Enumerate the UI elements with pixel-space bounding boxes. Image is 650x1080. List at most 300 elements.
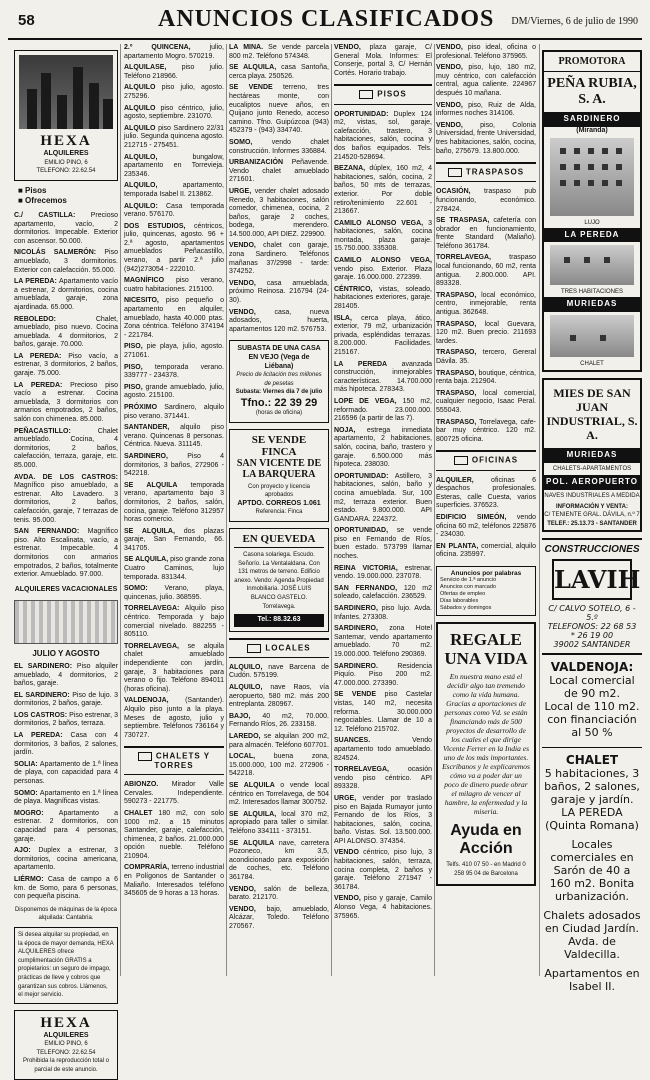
ad-headline: TRASPASO, — [436, 291, 482, 299]
classified-ad — [14, 761, 118, 787]
classified-ad — [229, 44, 329, 61]
hexa-subtitle: ALQUILERES — [43, 1031, 89, 1039]
classified-ad — [124, 404, 224, 421]
ad-body: Piso alquiler amueblado, 4 dormitorios, 2 baños, garaje. — [14, 662, 118, 688]
classified-ad — [229, 684, 329, 710]
finca-reference: Referencia: Finca — [255, 509, 303, 516]
ad-headline: VENDO, — [334, 44, 370, 51]
ad-headline: EL SARDINERO: — [14, 662, 77, 670]
ad-body: Alquilo piso céntrico. Temporada y bajo comercial nivelado. 882255 - 805110. — [124, 605, 224, 639]
ad-body: temporada verano, apartamento bajo 3 dormitorios, 2 baños, salón, cocina, garaje. Teléfono 312957 horas comercio. — [124, 481, 224, 524]
beach-illustration — [14, 600, 118, 644]
regale-phones: Telfs. 410 07 50 - en Madrid 0 258 95 04 de Barcelona — [446, 861, 526, 877]
hexa-address: EMILIO PINO, 6 — [44, 159, 88, 166]
classified-ad — [124, 64, 224, 81]
ad-headline: SARDINERO, — [334, 605, 382, 613]
ad-headline: URBANIZACIÓN — [229, 159, 292, 167]
classified-ad — [229, 811, 329, 837]
ayuda-en-accion-logo: Ayuda en Acción — [450, 821, 522, 857]
classified-ad — [124, 528, 224, 554]
ad-body: vendo oficina 60 m2, teléfonos 225876 - 234030. — [436, 513, 536, 539]
ad-headline: ABIONZO. — [124, 781, 172, 789]
classified-ad — [334, 111, 432, 163]
classified-ad — [124, 424, 224, 450]
promo-label: LUJO — [584, 220, 600, 227]
ad-body: piso verano, cuatro habitaciones. 215100. — [124, 277, 225, 293]
ad-body: Duplex a estrenar, 3 dormitorios, cocina americana, apartamento. — [14, 847, 118, 872]
ad-body: piso lujo. Avda. Infantes. 273308. — [334, 605, 432, 621]
ad-headline: SARDINERO, — [334, 625, 390, 633]
ad-body: Casa temporada verano. 576170. — [124, 202, 224, 219]
promo-sub: (Miranda) — [576, 126, 608, 134]
ad-headline: SE TRASPASA, — [436, 217, 494, 225]
ad-headline: SAN FERNANDO: — [14, 528, 88, 536]
ad-body: Peñavende. Vendo chalet amueblado 271601. — [229, 159, 329, 184]
ad-headline: VENDO, — [436, 101, 469, 109]
ad-headline: VENDO, — [229, 308, 275, 316]
classified-ad — [334, 795, 432, 847]
promo-company: PEÑA RUBIA, S. A. — [547, 76, 637, 107]
ad-headline: VENDO — [334, 849, 364, 857]
classified-ad — [124, 44, 224, 61]
ad-headline: VENDO, — [334, 895, 364, 903]
classified-ad — [334, 427, 432, 470]
classified-ad — [124, 343, 224, 360]
column-divider — [226, 44, 227, 976]
classified-ad — [124, 125, 224, 151]
classified-ad — [334, 315, 432, 358]
ad-headline: CAMILO ALONSO VEGA, — [334, 257, 432, 265]
ad-list — [14, 212, 118, 580]
ad-headline: SE ALQUILA — [229, 839, 279, 847]
classified-ad — [14, 353, 118, 379]
classified-ad — [334, 625, 432, 659]
classified-ad — [436, 390, 536, 416]
classified-ad — [124, 643, 224, 695]
chalet-title: CHALET — [565, 753, 619, 768]
classified-ad — [124, 810, 224, 862]
ad-headline: ISLA, — [334, 314, 362, 322]
classified-ad — [436, 217, 536, 251]
ad-headline: EL SARDINERO: — [14, 691, 73, 699]
hexa-address: EMILIO PINO, 6 — [44, 1041, 88, 1048]
ad-body: casa Santoña, cerca playa. 250526. — [229, 64, 329, 80]
subasta-ad — [229, 340, 329, 422]
mies-san-juan-ad — [542, 378, 642, 532]
lavih-heading: CONSTRUCCIONES — [544, 544, 640, 556]
ad-headline: ALQUILO, — [124, 153, 193, 161]
hexa-logo: HEXA — [40, 133, 92, 149]
subasta-hours: (horas de oficina) — [255, 409, 303, 416]
valdenoja-line: Local comercial de 90 m2. — [549, 674, 635, 701]
classified-ad — [14, 212, 118, 246]
ad-headline: ALQUILER, — [436, 476, 492, 484]
ad-body: Piso de lujo. 3 dormitorios, 2 baños, garaje. — [14, 691, 118, 708]
lavih-ad — [542, 538, 642, 655]
classified-ad — [14, 528, 118, 580]
classified-ad — [334, 585, 432, 602]
bullet-pisos: ■ Pisos — [18, 185, 47, 195]
ad-headline: VENDO, — [436, 121, 481, 129]
ad-body: nave Raos, vía aeropuerto, 580 m2. más 200 entreplanta. 280967. — [229, 684, 329, 709]
lavih-city: 39002 SANTANDER — [553, 640, 631, 650]
ad-headline: ALQUILASE, — [124, 64, 182, 72]
ad-headline: TRASPASO, — [436, 369, 479, 377]
ad-body: piso ideal, oficina o profesional. Teléfono 375965. — [436, 44, 536, 60]
ad-headline: TORRELAVEGA, — [436, 254, 510, 262]
page-header — [8, 0, 642, 40]
subasta-title: SUBASTA DE UNA CASA EN VEJO (Vega de Liébana) — [237, 345, 321, 370]
ad-body: piso Castelar vistas, 140 m2, necesita reforma. 30.000.000 negociables. Llamar de 10 a 12. Teléfono 215702. — [334, 691, 432, 733]
promo-band: MURIEDAS — [544, 297, 640, 312]
regale-una-vida-ad — [436, 622, 536, 886]
ad-body: (Santander). Alquilo piso junto a la playa. Meses de agosto, julio y septiembre. Teléfonos 736164 y 730727. — [124, 697, 224, 739]
promo-label: CHALET — [580, 360, 604, 367]
section-title: OFICINAS — [471, 455, 519, 465]
rates-row: Días laborables — [440, 597, 479, 604]
ad-headline: TRASPASO, — [436, 389, 484, 397]
office-icon — [454, 456, 468, 465]
section-locales — [229, 638, 329, 658]
ad-body: piso céntrico, julio, agosto, septiembre. 231070. — [124, 104, 224, 121]
ad-body: piso, Ruiz de Alda, informes noches 314106. — [436, 101, 536, 118]
ad-headline: ALQUILO — [124, 104, 161, 112]
classified-ad — [14, 810, 118, 844]
mies-band: MURIEDAS — [544, 448, 640, 463]
ad-body: traspaso local funcionando, 60 m2, renta antigua. 2.800.000. API. 893328. — [436, 254, 536, 288]
classified-ad — [229, 886, 329, 903]
ad-headline: TORRELAVEGA, — [124, 642, 188, 650]
classified-ad — [229, 84, 329, 136]
hexa-phone: TELEFONO: 22.62.54 — [36, 168, 96, 175]
ad-headline: MAGNÍFICO — [124, 277, 176, 285]
rates-row: Servicio de 1.ª anuncio — [440, 576, 497, 583]
ad-headline: VENDO, — [229, 242, 264, 250]
ad-headline: PISO, — [124, 383, 146, 391]
ad-headline: LA MINA. — [229, 44, 269, 51]
ad-headline: TRASPASO, — [436, 320, 485, 328]
ad-body: Mirador Valle Cervales. Independiente. 590273 - 221775. — [124, 781, 225, 806]
column-3 — [229, 44, 329, 980]
section-title: PISOS — [377, 89, 407, 99]
ad-body: avanzada construcción, inmejorables características. 14.700.000 más hipoteca. 278343. — [334, 360, 432, 394]
ad-body: local comercial, cualquier negocio, Isaac Peral. 555043. — [436, 389, 536, 414]
hexa-ad-top — [14, 50, 118, 181]
mies-address: C/ TENIENTE GRAL. DÁVILA, n.º 7 — [544, 512, 640, 519]
ad-headline: ALQUILO — [124, 84, 162, 92]
classified-ad — [124, 297, 224, 340]
finca-place: SAN VICENTE DE LA BARQUERA — [236, 457, 322, 480]
ad-headline: SANTANDER, — [124, 424, 181, 432]
ad-body: pie playa, julio, agosto. 271061. — [124, 343, 224, 359]
classified-ad — [124, 864, 224, 898]
ad-body: se alquila chalet amueblado independiente con jardín, garaje, 3 habitaciones para verano o fijo. Teléfono 894011 (horas oficina). — [124, 642, 224, 693]
ad-list — [334, 44, 432, 78]
ad-headline: SE ALQUILA, — [124, 556, 171, 564]
rates-table — [436, 566, 536, 616]
ad-headline: LA PEREDA: — [14, 381, 71, 389]
classified-ad — [14, 692, 118, 709]
ad-headline: SE ALQUILA, — [229, 64, 282, 72]
ad-headline: CÉNTRICO, — [334, 285, 380, 293]
column-1 — [14, 44, 119, 1074]
ad-headline: OPORTUNIDAD: — [334, 110, 394, 118]
ad-body: vender por traslado piso en Bajada Rumayor junto Fernando de los Ríos, 3 habitaciones, salón, cocina, baño. Vistas. Sol. 13.500.000. API ALONSO. 374354. — [334, 794, 432, 845]
classified-ad — [334, 473, 432, 525]
section-title: CHALETS Y TORRES — [154, 751, 211, 770]
classified-ad — [14, 847, 118, 873]
ad-headline: SARDINERO, — [124, 452, 188, 460]
ad-headline: LOPE DE VEGA, — [334, 397, 403, 405]
ad-headline: EN PLANTA, — [436, 542, 482, 550]
mies-band: POL. AEROPUERTO — [544, 475, 640, 490]
classified-ad — [334, 398, 432, 424]
ad-body: Vendo apartamento todo amueblado. 824524. — [334, 737, 432, 762]
ad-headline: BAJO, — [229, 712, 263, 720]
ad-headline: LA PEREDA: — [14, 278, 59, 286]
ad-headline: SE VENDE — [334, 691, 385, 699]
classified-ad — [229, 733, 329, 750]
section-oficinas — [436, 450, 536, 470]
classified-ad — [334, 605, 432, 622]
ad-headline: ALQUILO, — [229, 684, 271, 692]
column-2 — [124, 44, 224, 980]
ad-body: alquilo piso verano. Quincenas 8 personas. Céntrica. Nueva. 311145. — [124, 424, 224, 449]
ad-body: comercial, alquilo oficina. 235997. — [436, 542, 536, 559]
classified-ad — [229, 242, 329, 276]
ad-headline: VALDENOJA, — [124, 697, 186, 705]
classified-ad — [229, 309, 329, 335]
ad-headline: LA PEREDA: — [14, 732, 71, 740]
classified-ad — [436, 292, 536, 318]
ad-body: dúplex, 160 m2, 4 habitaciones, salón, cocina, 2 baños, 50 mts de terrazas, exterior. Por doble retiro/tenimiento 22.601 - 213667. — [334, 165, 432, 216]
ad-headline: TRASPASO, — [436, 349, 483, 357]
column-divider — [539, 44, 540, 976]
ad-body: piso Sardinero 22/31 julio. Segunda quincena agosto. 212715 - 275451. — [124, 124, 224, 149]
pena-rubia-ad — [542, 50, 642, 372]
classified-ad — [436, 419, 536, 445]
ad-headline: CAMILO ALONSO VEGA, — [334, 219, 429, 227]
classified-ad — [124, 364, 224, 381]
house-icon — [138, 752, 152, 761]
lavih-phone-2: * 26 19 00 — [570, 631, 614, 641]
ad-headline: TORRELAVEGA, — [334, 766, 408, 774]
classified-ad — [436, 188, 536, 214]
ad-body: casa amueblada, próximo Reinosa. 216794 (24-30). — [229, 279, 329, 305]
hexa-logo: HEXA — [40, 1014, 92, 1031]
section-traspasos — [436, 162, 536, 182]
column-5 — [436, 44, 536, 980]
city-skyline-image — [19, 55, 113, 129]
classified-ad — [229, 664, 329, 681]
classified-ad — [14, 316, 118, 350]
ad-headline: MOGRO: — [14, 809, 59, 817]
ad-body: cerca playa, ático, exterior, 79 m2, urbanización privada, espléndidas terrazas. 8.200.000. Facilidades. 215167. — [334, 314, 433, 357]
finca-license: Con proyecto y licencia aprobados — [247, 483, 311, 499]
ad-headline: LAREDO, — [229, 733, 264, 741]
classified-ad — [229, 782, 329, 808]
ad-body: Piso estrenar, 3 dormitorios, 2 baños, terraza. — [14, 711, 118, 728]
ad-headline: LA PEREDA — [334, 360, 402, 368]
ad-headline: CHALET — [124, 809, 159, 817]
ad-body: nave, carretera Pozoneco, km 3,5, acondicionado para exposición de coches, etc. Teléfono 361784. — [229, 839, 329, 881]
ad-body: vistas, soleado, habitaciones exteriores, garaje. 281405. — [334, 285, 432, 311]
ad-body: Precioso apartamento, vacío, 2 dormitorios. Impecable. Exterior con ascensor. 50.000. — [14, 211, 118, 245]
classified-ad — [229, 139, 329, 156]
column-divider — [120, 44, 121, 976]
queveda-ad — [229, 528, 329, 632]
classified-ad — [436, 122, 536, 156]
classified-ad — [436, 102, 536, 119]
ad-body: 40 m2, 70.000. Fernando Ríos, 26. 233158. — [229, 712, 329, 729]
ad-body: Piso vacío, a estrenar, 3 dormitorios, 2 baños, garaje. 75.000. — [14, 352, 119, 378]
ad-body: vendo chalet construcción. Informes 336884. — [229, 138, 330, 155]
ad-headline: ALQUILO — [124, 124, 159, 132]
ad-body: Apartamento de 1.ª línea de playa, con capacidad para 4 personas. — [14, 760, 118, 786]
ad-headline: AVDA. DE LOS CASTROS: — [14, 473, 118, 481]
lavih-address: C/ CALVO SOTELO, 6 - 5.º — [548, 604, 636, 623]
ad-list — [124, 781, 224, 899]
classified-ad — [334, 220, 432, 254]
classified-ad — [14, 663, 118, 689]
classified-ad — [229, 159, 329, 185]
classified-ad — [229, 188, 329, 240]
rates-row: Ofertas de empleo — [440, 590, 486, 597]
ad-body: 180 m2, con solo 1000 m2. a 15 minutos Santander, garaje, calefacción, chimenea, 2 baños. 21.000.000 opción nueble. Teléfono 210904. — [124, 809, 224, 860]
ad-body: o vende local céntrico en Torrelavega, de 504 m2. Interesados llamar 300752. — [229, 782, 329, 807]
ad-body: local Guevara, 120 m2. Buen precio. 211693 tardes. — [436, 320, 536, 345]
hexa-note: Prohibida la reproducción total o parcial de este anuncio. — [22, 1058, 110, 1074]
classified-ad — [334, 165, 432, 217]
classified-ad — [436, 514, 536, 540]
classified-ad — [14, 474, 118, 526]
ad-headline: C./ CASTILLA: — [14, 211, 91, 219]
ad-body: Residencia Piquío. Piso 200 m2. 47.000.000. 273390. — [334, 662, 432, 687]
ad-body: se alquilan 200 m2, para almacén. Teléfono 607701. — [229, 733, 329, 749]
classified-ad — [334, 737, 432, 763]
ad-list — [124, 44, 224, 740]
ad-body: piso grande zona Cuatro Caminos, lujo temporada. 831344. — [124, 556, 224, 581]
classified-ad — [124, 182, 224, 199]
ad-body: piso pequeño o apartamento en alquiler, amueblado, hasta 40.000 ptas. Zona céntrica. Teléfono 374194 - 221784. — [124, 297, 224, 339]
subasta-date: Subasta: Viernes día 7 de julio — [235, 389, 323, 396]
ad-headline: ALQUILO: — [124, 202, 166, 210]
page-date: DM/Viernes, 6 de julio de 1990 — [511, 16, 638, 27]
finca-title: SE VENDE FINCA — [251, 433, 307, 458]
ad-body: piso julio, agosto. 275296. — [124, 84, 224, 100]
ad-body: Casa con 4 dormitorios, 3 baños, 2 salones, jardín. — [14, 732, 118, 757]
classified-ad — [14, 428, 118, 471]
ad-body: piso y garaje, Camilo Alonso Vega, 4 habitaciones. 375965. — [334, 895, 432, 920]
chalet-line: Chalets adosados en Ciudad Jardín. Avda. de Valdecilla. — [543, 909, 641, 962]
ad-body: 120 m2 soleado, calefacción. 236529. — [334, 584, 432, 601]
ad-body: zona Hotel Santemar, vendo apartamento amueblado. 70 m2. 19.000.000. Teléfono 290369. — [334, 625, 432, 659]
ad-body: Apartamento a estrenar. 2 dormitorios, con capacidad para 4 personas, garaje. — [14, 809, 119, 843]
column-divider — [434, 44, 435, 976]
queveda-phone: Tel.: 88.32.63 — [234, 614, 324, 627]
ad-body: 3 habitaciones, salón, cocina montada, plaza garaje. 15.750.000. 335308. — [334, 219, 432, 253]
ad-headline: SE ALQUILA — [124, 481, 191, 489]
ad-body: céntrico, piso lujo, 3 habitaciones, salón, terraza, cocina completa, 2 baños y garaje. Teléfono 271947 - 361784. — [334, 849, 432, 891]
classified-ad — [436, 321, 536, 347]
ad-headline: PISO, — [124, 363, 155, 371]
classified-ad — [229, 64, 329, 81]
classified-ad — [14, 382, 118, 425]
section-chalets — [124, 746, 224, 775]
regale-title: REGALE UNA VIDA — [444, 629, 528, 668]
ad-body: grande amueblado, julio, agosto. 215100. — [124, 383, 224, 400]
classified-ad — [124, 605, 224, 639]
classified-ad — [124, 585, 224, 602]
classified-ad — [436, 370, 536, 387]
ad-headline: SE ALQUILA, — [124, 527, 184, 535]
ad-body: Casa de campo a 6 km. de Somo, para 6 personas, con pequeña piscina. — [14, 875, 118, 901]
ad-body: julio, apartamento Mogro. 570219. — [124, 44, 224, 60]
classified-ad — [124, 154, 224, 180]
mies-info: INFORMACIÓN Y VENTA: — [555, 503, 628, 510]
ad-body: 150 m2, reformado. 23.000.000. 216596 (a partir de las 7). — [334, 397, 432, 423]
chalet-line: Locales comerciales en Sarón de 40 a 160 m2. Bonita urbanización. — [549, 838, 635, 904]
promo-title: PROMOTORA — [544, 52, 640, 72]
ad-headline: AJO: — [14, 847, 39, 855]
ad-headline: ALQUILO, — [229, 663, 269, 671]
ad-headline: LOS CASTROS: — [14, 711, 70, 719]
ad-headline: REBOLEDO: — [14, 315, 96, 323]
ad-body: piso, Colonia Universidad, frente Universidad, tres habitaciones, salón, cocina, baño, 275679. 13.800.000. — [436, 121, 536, 155]
classified-ad — [334, 849, 432, 892]
ad-headline: VENDO, — [229, 885, 265, 893]
ad-headline: SE ALQUILA, — [229, 810, 282, 818]
ad-body: Se vende parcela 800 m2. Teléfono 574348. — [229, 44, 329, 60]
ad-headline: SOMO: — [14, 789, 40, 797]
chalet-line: LA PEREDA (Quinta Romana) — [545, 806, 639, 833]
classified-ad — [124, 453, 224, 479]
ad-headline: TRASPASO, — [436, 418, 480, 426]
subasta-price: Precio de licitación tres millones de pesetas — [236, 372, 322, 387]
key-icon — [448, 168, 462, 177]
ad-body: Astillero, 3 habitaciones, salón, baño y cocina amueblada. Sur, 100 m2, terraza exterior. Buen estado. 9.800.000. API GANDARA. 224372. — [334, 472, 432, 523]
page-number: 58 — [18, 12, 35, 29]
ad-body: Piso 4 dormitorios, 3 baños, 272906 - 542218. — [124, 452, 224, 478]
ad-body: Chalet, amueblado, piso nuevo. Cocina amueblada. 4 dormitorios, 2 baños, garaje. 70.000. — [14, 315, 118, 349]
ad-body: boutique, céntrica, renta baja. 212904. — [436, 369, 536, 386]
note-2: Si desea alquilar su propiedad, en la época de mayor demanda, HEXA ALQUILERES ofrece cumplimentación GRATIS a propietarios: un seguro de impago, prácticas de lleve y cobros que garantizan sus cobros. Llámenos, el mejor servicio. — [14, 927, 118, 1004]
lavih-phone: TELEFONOS: 22 68 53 — [547, 622, 637, 632]
ad-body: Apartamento en 1.ª línea de playa. Magníficas vistas. — [14, 789, 118, 806]
ad-headline: URGE, — [334, 794, 363, 802]
vacation-month: JULIO Y AGOSTO — [32, 649, 100, 659]
hexa-ad-bottom — [14, 1010, 118, 1080]
section-pisos — [334, 84, 432, 104]
ad-body: se vende piso en Fernando de Ríos, buen estado. 573799 llamar noches. — [334, 527, 432, 561]
ad-body: ocasión vendo piso céntrico. API 893328. — [334, 766, 432, 791]
ad-body: Apartamento vacío a estrenar, 2 dormitorios, cocina amueblada, garaje, zona ajardinada. 65.000. — [14, 278, 118, 311]
valdenoja-title: VALDENOJA: — [550, 660, 634, 675]
ad-headline: OPORTUNIDAD, — [334, 527, 397, 535]
ad-body: piso, lujo, 180 m2, muy céntrico, con calefacción central, agua caliente. 224967 después 10 mañana. — [436, 64, 536, 97]
classified-ad — [229, 753, 329, 779]
rates-title: Anuncios por palabras — [450, 569, 522, 577]
finca-po-box: APTDO. CORREOS 1.061 — [237, 499, 321, 507]
chalet-ad — [542, 747, 642, 993]
classified-ad — [334, 691, 432, 734]
ad-body: buena zona, 15.000.000, 100 m2. 272906 - 542218. — [229, 753, 329, 778]
ad-body: Precioso piso vacío a estrenar. Cocina amueblada, 3 dormitorios con armarios empotrados, 2 baños, salón con chimenea. 85.000. — [14, 381, 118, 424]
ad-body: casa, nueva adosados, huerta, apartamentos 120 m2. 576753. — [229, 308, 329, 333]
ad-body: bajo, amueblado, Alcázar, Toledo. Teléfono 270567. — [229, 905, 329, 930]
note-1: Disponemos de máquinas de la época alquilada: Cantabria. — [14, 906, 118, 922]
rates-row: Sábados y domingos — [440, 604, 492, 611]
